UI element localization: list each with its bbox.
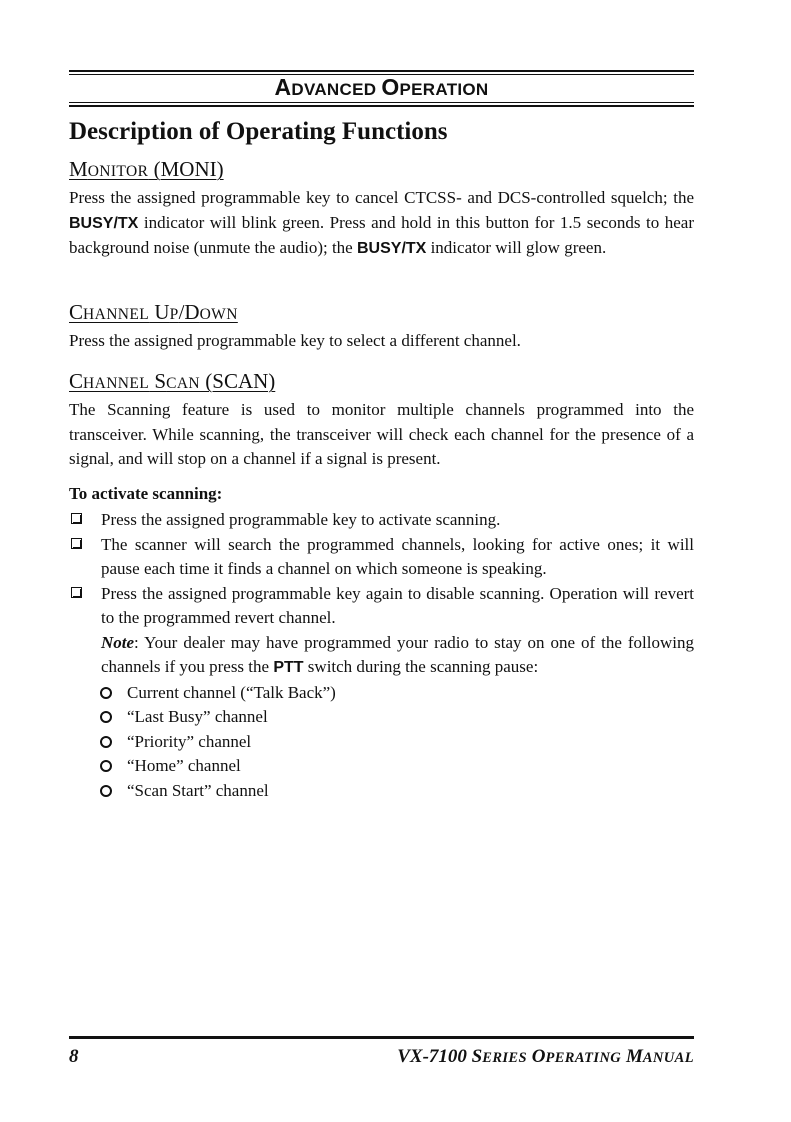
circle-bullet-icon <box>100 711 112 723</box>
circle-bullet-icon <box>100 687 112 699</box>
list-item: “Priority” channel <box>69 730 694 755</box>
list-item: “Home” channel <box>69 754 694 779</box>
header-title: ADVANCED OPERATION <box>274 74 489 100</box>
checkbox-icon <box>71 587 82 598</box>
circle-bullet-icon <box>100 785 112 797</box>
footer-rule <box>69 1036 694 1039</box>
header-rule-bottom <box>69 105 694 107</box>
circle-bullet-icon <box>100 760 112 772</box>
revert-options-list <box>69 681 694 804</box>
list-item: “Scan Start” channel <box>69 779 694 804</box>
list-item: Press the assigned programmable key to activate scanning. <box>69 508 694 533</box>
list-item: “Last Busy” channel <box>69 705 694 730</box>
footer-manual-title: VX-7100 SERIES OPERATING MANUAL <box>397 1046 694 1067</box>
header-rule-bottom-thin <box>69 102 694 103</box>
ptt-label: PTT <box>273 659 304 676</box>
busy-tx-label: BUSY/TX <box>69 214 139 232</box>
list-item: The scanner will search the programmed channels, looking for active ones; it will pause each time it finds a channel on which someone is speaking. <box>69 533 694 582</box>
note-paragraph: Note: Your dealer may have programmed your radio to stay on one of the following channels if you press the PTT switch during the scanning pause: <box>101 632 694 676</box>
activate-steps-list <box>69 508 694 803</box>
checkbox-icon <box>71 513 82 524</box>
page-title: Description of Operating Functions <box>69 118 448 145</box>
section-heading-monitor: MONITOR (MONI) <box>69 157 224 181</box>
activate-scanning-heading: To activate scanning: <box>69 484 223 503</box>
checkbox-icon <box>71 538 82 549</box>
paragraph-monitor: Press the assigned programmable key to cancel CTCSS- and DCS-controlled squelch; the BUSY/TX indicator will blink green. Press and hold in this button for 1.5 seconds to hear background noise (unmute the audio); the BUSY/TX indicator will glow green. <box>69 188 694 257</box>
header-rule-top <box>69 70 694 72</box>
paragraph-channel-scan: The Scanning feature is used to monitor multiple channels programmed into the transceiver. While scanning, the transceiver will check each channel for the presence of a signal, and will stop on a channel if a signal is present. <box>69 400 694 468</box>
section-heading-channel-scan: CHANNEL SCAN (SCAN) <box>69 369 276 393</box>
busy-tx-label: BUSY/TX <box>356 240 427 257</box>
list-item: Press the assigned programmable key again to disable scanning. Operation will revert to the programmed revert channel. Note: Your dealer may have programmed your radio to stay on one of the following channels if you press the PTT switch during the scanning pause: Current channel (“Talk Back”) “Last Busy” channel “Priority” channel “Home” channel “Scan Start” channel <box>69 582 694 804</box>
circle-bullet-icon <box>100 736 112 748</box>
page-number: 8 <box>69 1046 79 1067</box>
paragraph-channel-updown: Press the assigned programmable key to select a different channel. <box>69 331 521 350</box>
list-item: Current channel (“Talk Back”) <box>69 681 694 706</box>
section-heading-channel-updown: CHANNEL UP/DOWN <box>69 300 238 324</box>
